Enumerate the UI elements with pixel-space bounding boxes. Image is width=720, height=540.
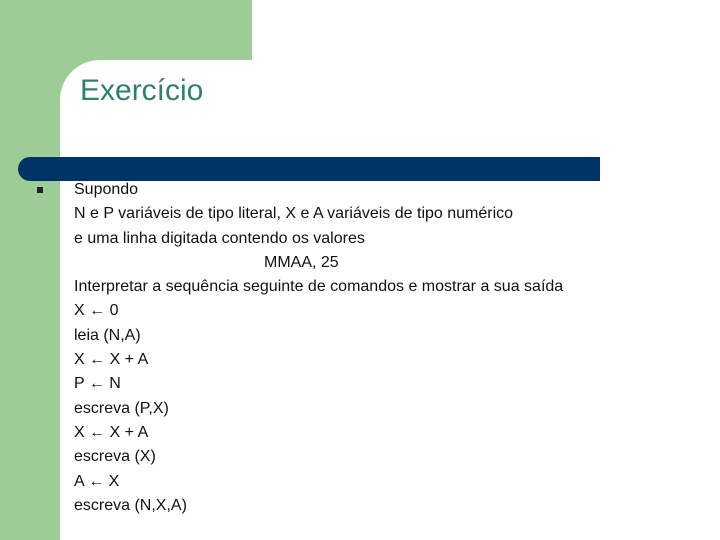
command-line: leia (N,A) xyxy=(74,326,141,344)
command-line: escreva (P,X) xyxy=(74,399,169,417)
body-line: e uma linha digitada contendo os valores xyxy=(74,229,365,247)
command-line: escreva (N,X,A) xyxy=(74,496,187,514)
bullet-square-icon xyxy=(37,187,43,193)
slide-body xyxy=(74,178,563,518)
slide-title: Exercício xyxy=(80,74,204,107)
command-line: P ← N xyxy=(74,375,121,393)
command-line: X ← X + A xyxy=(74,423,149,441)
body-line: Interpretar a sequência seguinte de comandos e mostrar a sua saída xyxy=(74,278,564,296)
command-line: escreva (X) xyxy=(74,448,156,466)
body-line-values: MMAA, 25 xyxy=(264,253,339,271)
body-line: Supondo xyxy=(74,181,139,198)
command-line: X ← 0 xyxy=(74,302,119,320)
command-line: X ← X + A xyxy=(74,351,149,369)
command-line: A ← X xyxy=(74,472,120,490)
body-line: N e P variáveis de tipo literal, X e A variáveis de tipo numérico xyxy=(74,205,514,223)
